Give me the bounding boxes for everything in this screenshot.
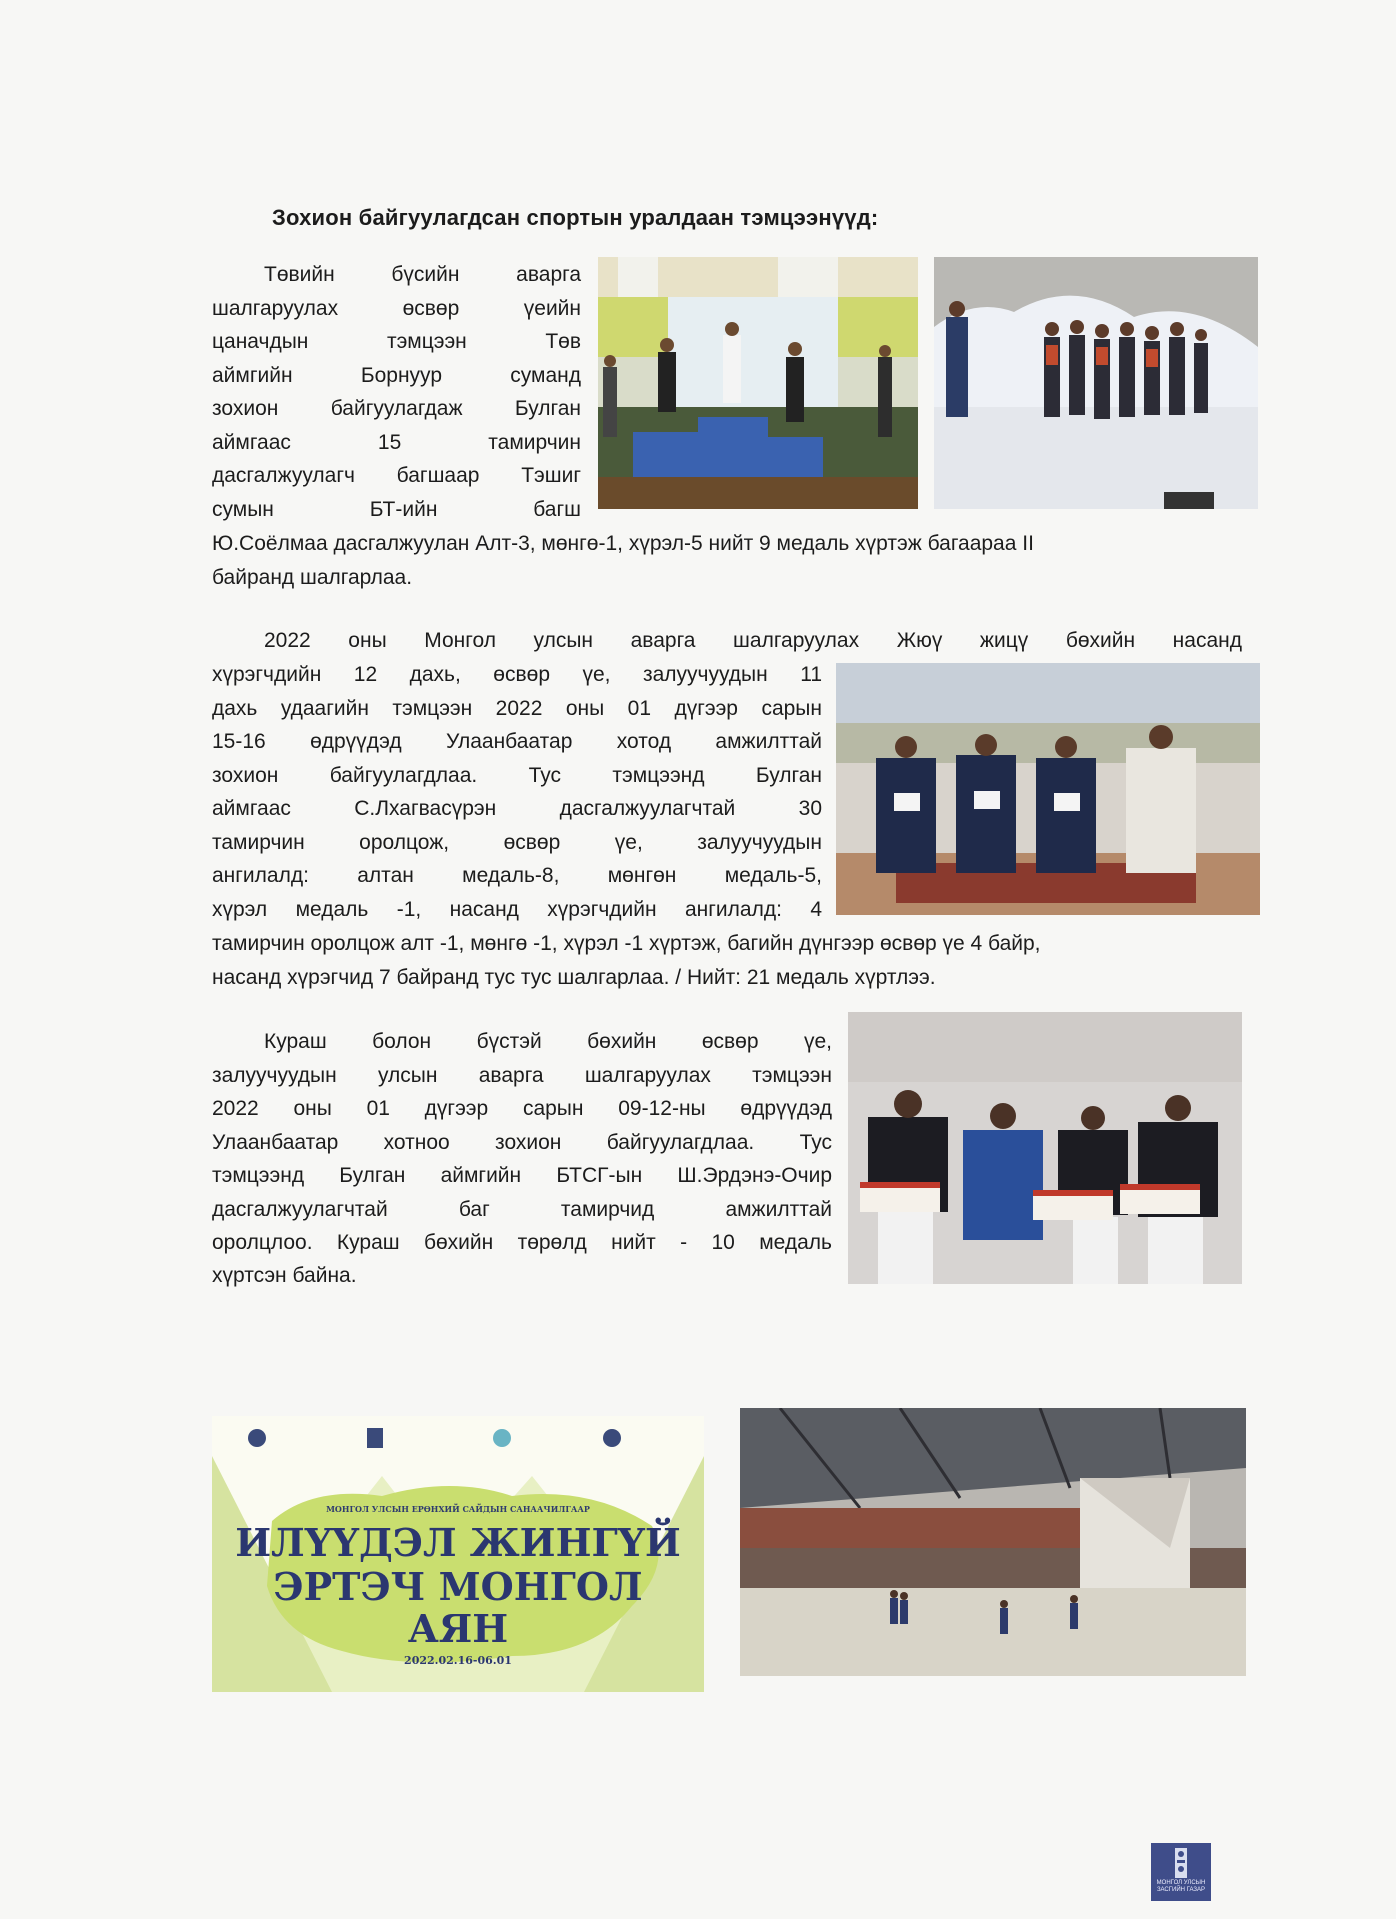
paragraph-jiu-jitsu-tail [212, 927, 1242, 994]
poster-top-text: МОНГОЛ УЛСЫН ЕРӨНХИЙ САЙДЫН САНААЧИЛГААР [326, 1504, 590, 1514]
paragraph-jiu-jitsu-first [212, 624, 1242, 658]
paragraph-kurash [212, 1025, 832, 1260]
text-line: 15-16 өдрүүдэд Улаанбаатар хотод амжилттай [212, 730, 822, 753]
text-line: дасгалжуулагчтай баг тамирчид амжилттай [212, 1197, 832, 1221]
text-line: сумын БТ-ийн багш [212, 497, 581, 521]
text-line: залуучуудын улсын аварга шалгаруулах тэмцээн [212, 1063, 832, 1087]
text-line: дахь удаагийн тэмцээн 2022 оны 01 дүгээр сарын [212, 696, 822, 720]
text-line: Кураш болон бүстэй бөхийн өсвөр үе, [264, 1030, 832, 1053]
poster-line1: ИЛҮҮДЭЛ ЖИНГҮЙ [235, 1520, 681, 1565]
text-line: 2022 оны Монгол улсын аварга шалгаруулах Жюү жицү бөхийн насанд [264, 629, 1242, 652]
sports-hall-photo [740, 1408, 1246, 1676]
text-line: байранд шалгарлаа. [212, 565, 413, 589]
text-line: цаначдын тэмцээн Төв [212, 330, 581, 353]
text-line: Ю.Соёлмаа дасгалжуулан Алт-3, мөнгө-1, хүрэл-5 нийт 9 медаль хүртэж багаараа II [212, 532, 1034, 555]
poster-line2: ЭРТЭЧ МОНГОЛ [273, 1564, 643, 1609]
text-line: шалгаруулах өсвөр үеийн [212, 296, 581, 320]
text-line: аймгийн Борнуур суманд [212, 363, 581, 387]
text-line: хүрэгчдийн 12 дахь, өсвөр үе, залуучуудын 11 [212, 663, 822, 686]
text-line: ангилалд: алтан медаль-8, мөнгөн медаль-5, [212, 864, 822, 887]
text-line: дасгалжуулагч багшаар Тэшиг [212, 464, 581, 487]
text-line: зохион байгуулагдаж Булган [212, 397, 581, 420]
text-line: оролцлоо. Кураш бөхийн төрөлд нийт - 10 медаль [212, 1231, 832, 1254]
campaign-poster [212, 1416, 704, 1692]
text-line: 2022 оны 01 дүгээр сарын 09-12-ны өдрүүдэд [212, 1097, 832, 1120]
government-seal [1151, 1843, 1211, 1901]
paragraph-ski-competition-tail [212, 527, 1242, 594]
text-line: Төвийн бүсийн аварга [264, 263, 581, 286]
seal-line2: ЗАСГИЙН ГАЗАР [1156, 1887, 1206, 1893]
kurash-team-photo [848, 1012, 1242, 1284]
poster-date: 2022.02.16-06.01 [404, 1654, 512, 1667]
text-line: зохион байгуулагдлаа. Тус тэмцээнд Булган [212, 763, 822, 787]
poster-line3: АЯН [407, 1606, 509, 1651]
text-line: тэмцээнд Булган аймгийн БТСГ-ын Ш.Эрдэнэ-Очир [212, 1164, 832, 1187]
soyombo-icon [1172, 1848, 1190, 1878]
podium-photo [598, 257, 918, 509]
paragraph-jiu-jitsu [212, 658, 822, 926]
ski-race-photo [934, 257, 1258, 509]
text-line: Улаанбаатар хотноо зохион байгуулагдлаа. Тус [212, 1130, 832, 1154]
text-line: хүртсэн байна. [212, 1264, 357, 1287]
paragraph-kurash-tail [212, 1259, 832, 1293]
seal-line1: МОНГОЛ УЛСЫН [1156, 1880, 1206, 1886]
text-line: тамирчин оролцож, өсвөр үе, залуучуудын [212, 830, 822, 854]
text-line: хүрэл медаль -1, насанд хүрэгчдийн ангилалд: 4 [212, 897, 822, 921]
text-line: насанд хүрэгчид 7 байранд тус тус шалгарлаа. / Нийт: 21 медаль хүртлээ. [212, 965, 936, 989]
text-line: аймгаас С.Лхагвасүрэн дасгалжуулагчтай 30 [212, 797, 822, 820]
text-line: аймгаас 15 тамирчин [212, 430, 581, 454]
text-line: тамирчин оролцож алт -1, мөнгө -1, хүрэл -1 хүртэж, багийн дүнгээр өсвөр үе 4 байр, [212, 932, 1041, 955]
section-heading: Зохион байгуулагдсан спортын уралдаан тэмцээнүүд: [272, 205, 879, 230]
paragraph-ski-competition [212, 258, 581, 526]
jiu-jitsu-team-photo [836, 663, 1260, 915]
